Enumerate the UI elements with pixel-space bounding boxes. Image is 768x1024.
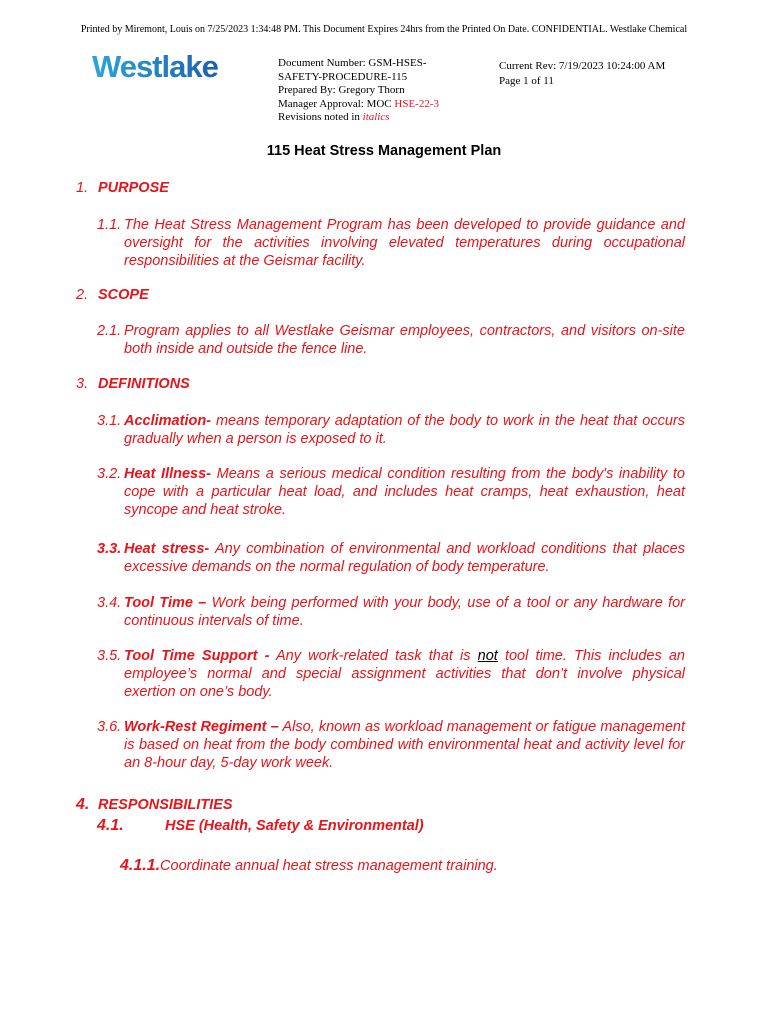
svg-text:Westlake: Westlake (92, 49, 218, 84)
item-3-4: 3.4. Tool Time – Work being performed with your body, use of a tool or any hardware for continuous intervals of time. (97, 595, 685, 629)
revision-info (499, 59, 665, 88)
prepared-by: Prepared By: Gregory Thorn (278, 84, 405, 96)
revisions-note: Revisions noted in italics (278, 111, 390, 123)
westlake-logo (92, 48, 232, 88)
item-1-1: 1.1. The Heat Stress Management Program has been developed to provide guidance and oversight for the activities involving elevated temperatures during occupational responsibilities at the Geismar facility. (97, 217, 685, 269)
section-purpose: 1. PURPOSE (76, 180, 169, 196)
page-title: 115 Heat Stress Management Plan (266, 143, 502, 159)
italics-note: italics (362, 111, 390, 123)
page-number: Page 1 of 11 (499, 74, 554, 87)
section-responsibilities: 4. RESPONSIBILITIES (76, 796, 233, 813)
document-info (278, 57, 439, 125)
underlined-not: not (477, 648, 498, 664)
moc-number: HSE-22-3 (394, 97, 440, 110)
item-3-1: 3.1. Acclimation- means temporary adaptation of the body to work in the heat that occurs gradually when a person is exposed to it. (97, 413, 685, 447)
doc-number-line1: Document Number: GSM-HSES- (278, 57, 427, 69)
section-scope: 2. SCOPE (76, 287, 149, 303)
item-3-2: 3.2. Heat Illness- Means a serious medical condition resulting from the body's inability to cope with a particular heat load, and includes heat cramps, heat exhaustion, heat syncope and heat stroke. (97, 466, 685, 518)
manager-approval: Manager Approval: MOC HSE-22-3 (278, 97, 440, 110)
section-definitions: 3. DEFINITIONS (76, 376, 190, 392)
doc-number-line2: SAFETY-PROCEDURE-115 (278, 70, 408, 83)
item-3-5: 3.5. Tool Time Support - Any work-related task that is not tool time. This includes an employee’s normal and special assignment activities that don’t involve physical exertion on one’s body. (97, 648, 685, 700)
item-4-1: 4.1. HSE (Health, Safety & Environmental) (97, 817, 424, 834)
item-2-1: 2.1. Program applies to all Westlake Geismar employees, contractors, and visitors on-site both inside and outside the fence line. (97, 323, 685, 357)
print-banner: Printed by Miremont, Louis on 7/25/2023 1:34:48 PM. This Document Expires 24hrs from the Printed On Date. CONFIDENTIAL. Westlake Chemical (80, 24, 688, 35)
item-3-6: 3.6. Work-Rest Regiment – Also, known as workload management or fatigue management is based on heat from the body combined with environmental heat and activity level for an 8-hour day, 5-day work week. (97, 719, 685, 771)
item-3-3: 3.3. Heat stress- Any combination of environmental and workload conditions that places excessive demands on the normal regulation of body temperature. (97, 541, 685, 575)
current-rev: Current Rev: 7/19/2023 10:24:00 AM (499, 60, 666, 72)
item-4-1-1: 4.1.1.Coordinate annual heat stress management training. (120, 857, 498, 874)
